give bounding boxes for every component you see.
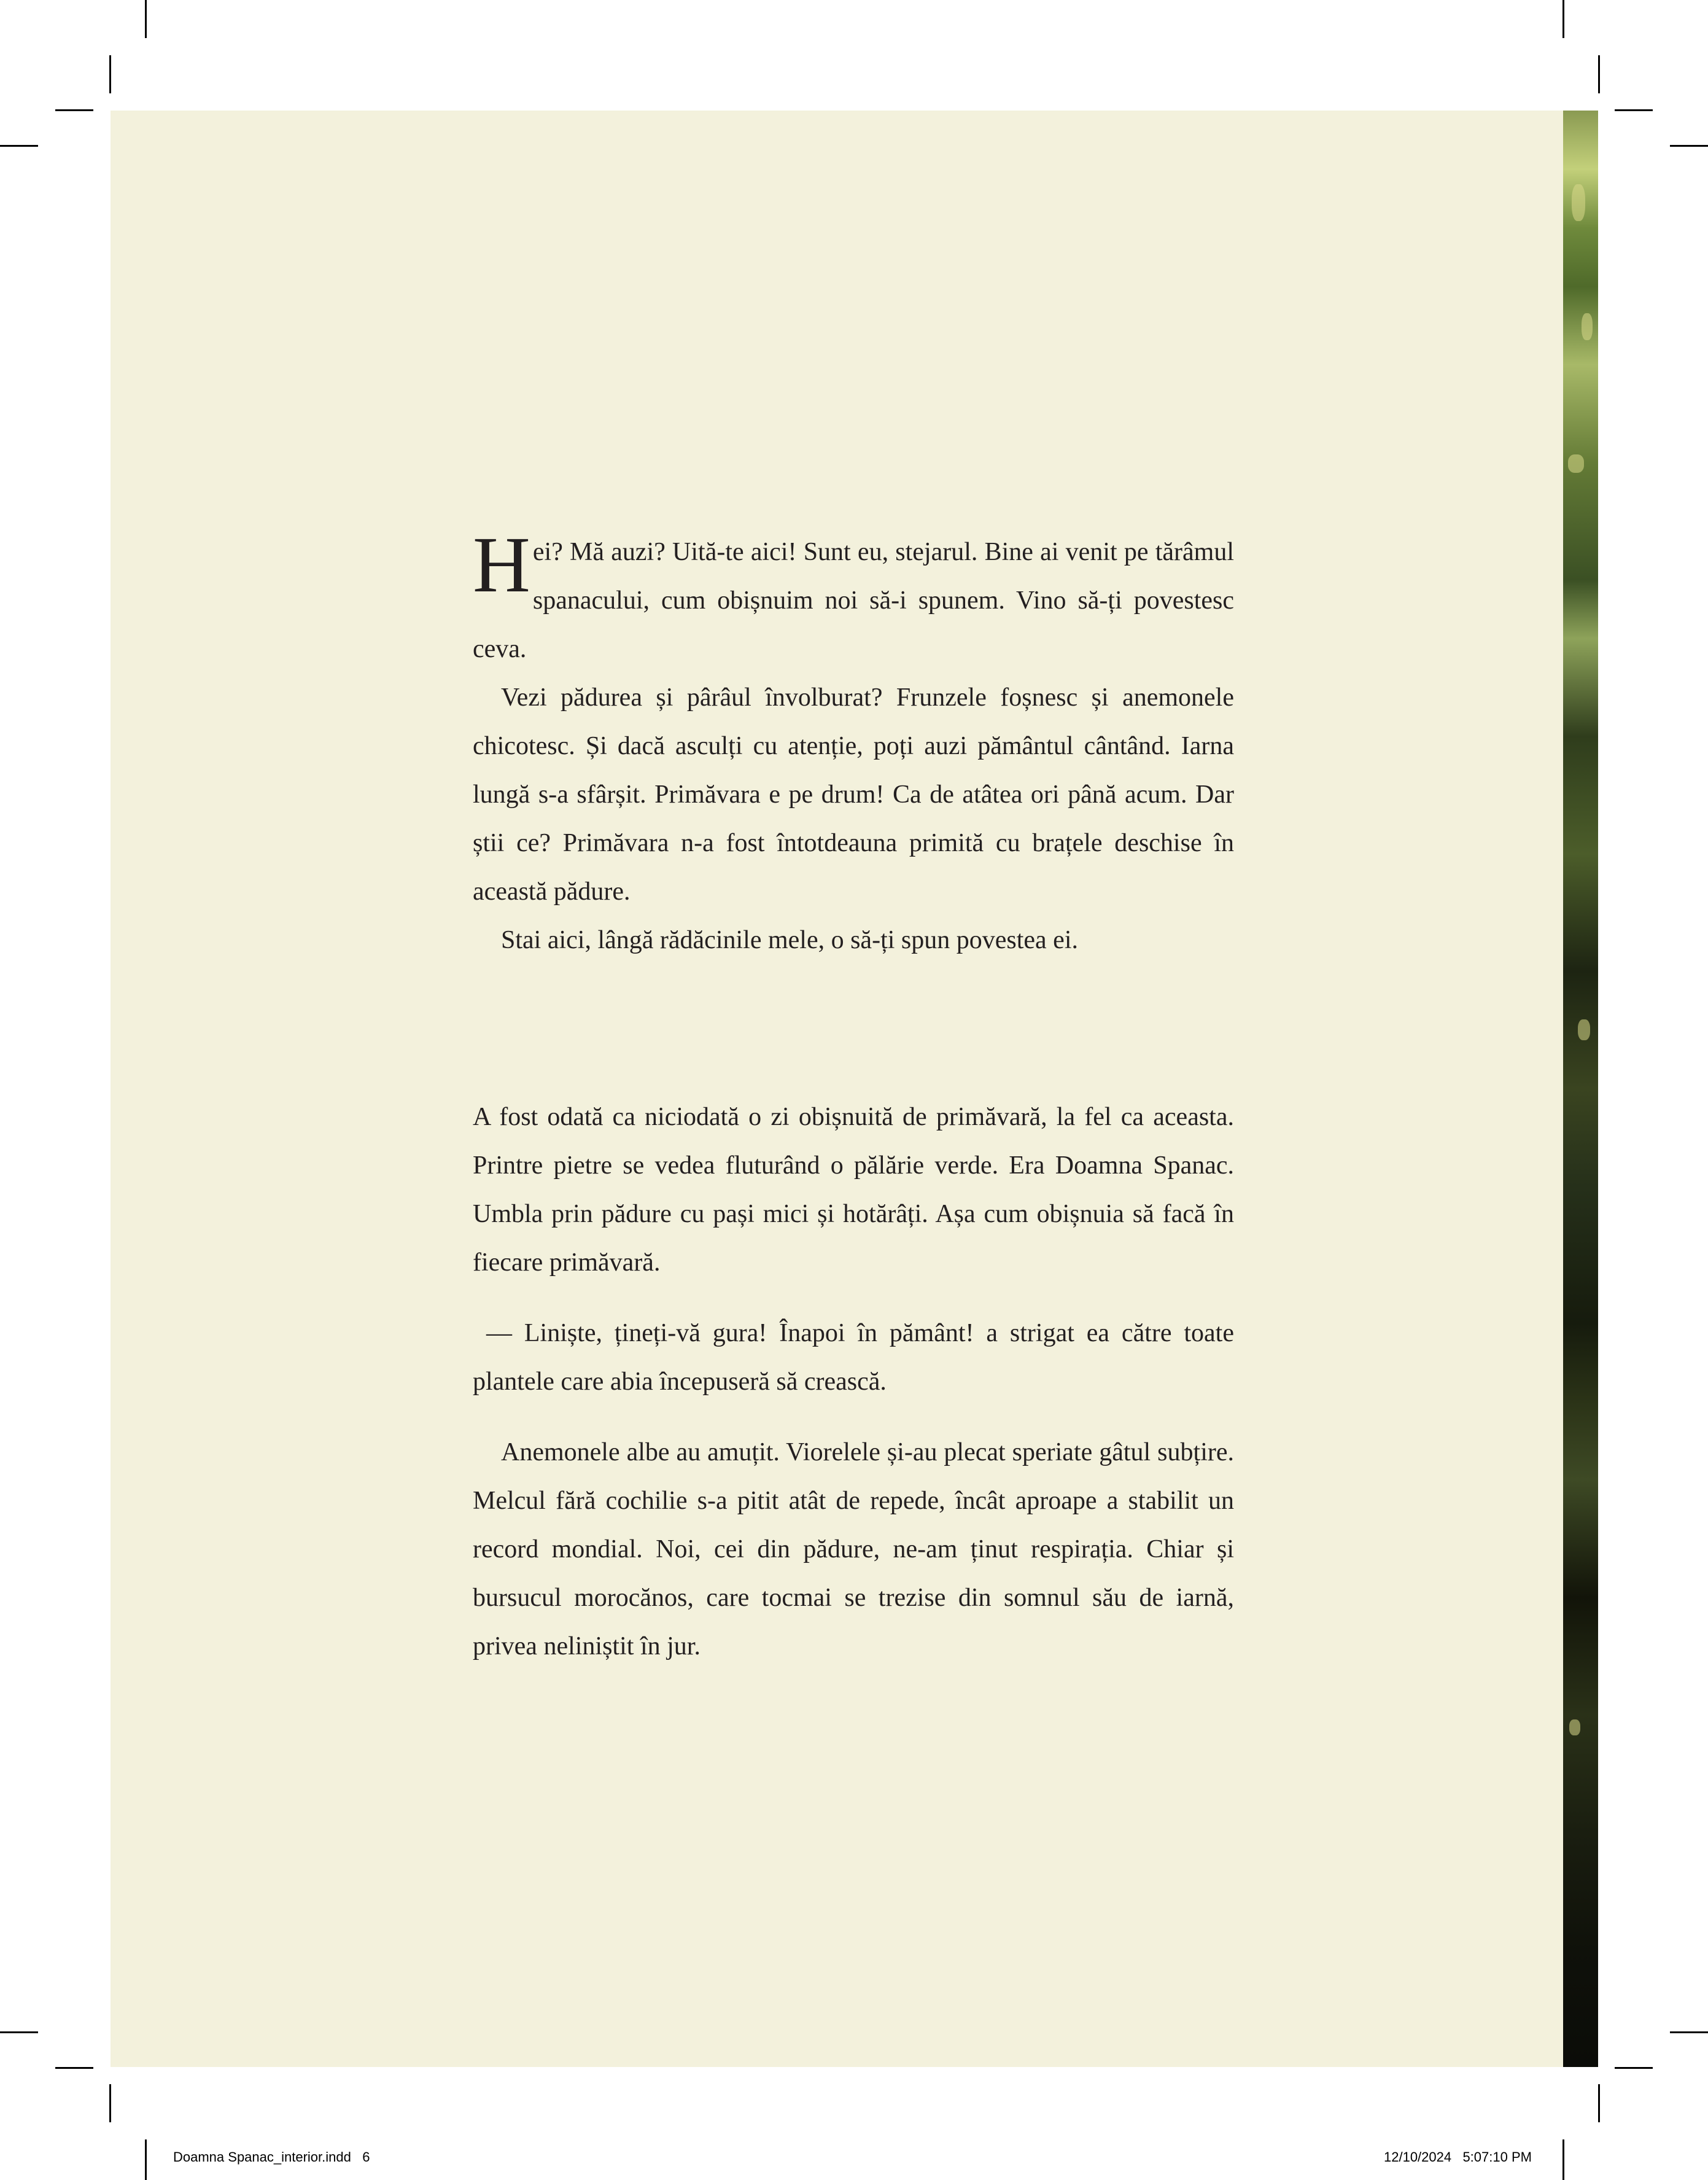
crop-mark-bottom-right-inner [1598, 2084, 1600, 2122]
foliage-highlight [1572, 184, 1585, 221]
crop-mark-left-top-outer [0, 145, 38, 147]
slug-file-name: Doamna Spanac_interior.indd 6 [173, 2149, 370, 2165]
intro-paragraph-2: Vezi pădurea și pârâul învolburat? Frunzele foșnesc și anemonele chicotesc. Și dacă asculți cu atenție, poți auzi pământul cântând. Iarna lungă s-a sfârșit. Primăvara e pe drum! Ca de atâtea ori până acum. Dar știi ce? Primăvara n-a fost întotdeauna primită cu brațele deschise în această pădure. [473, 683, 1234, 906]
intro-paragraph-1 [473, 521, 1234, 674]
story-text-block [473, 1093, 1234, 1671]
crop-mark-right-top-outer [1670, 145, 1708, 147]
story-paragraph-3: Anemonele albe au amuțit. Viorelele și-au plecat speriate gâtul subțire. Melcul fără cochilie s-a pitit atât de repede, încât aproape a stabilit un record mondial. Noi, cei din pădure, ne-am ținut respirația. Chiar și bursucul morocănos, care tocmai se trezise din somnul său de iarnă, privea neliniștit în jur. [473, 1438, 1234, 1660]
crop-mark-right-bottom-outer [1670, 2031, 1708, 2033]
story-paragraph-1: A fost odată ca niciodată o zi obișnuită de primăvară, la fel ca aceasta. Printre pietre se vedea fluturând o pălărie verde. Era Doamna Spanac. Umbla prin pădure cu pași mici și hotărâți. Așa cum obișnuia să facă în fiecare primăvară. [473, 1103, 1234, 1277]
crop-mark-left-bottom-outer [0, 2031, 38, 2033]
crop-mark-left-top [55, 109, 93, 111]
crop-mark-bottom-left-inner [109, 2084, 111, 2122]
intro-paragraph-1-text: ei? Mă auzi? Uită-te aici! Sunt eu, stejarul. Bine ai venit pe tărâmul spanacului, cum obișnuim noi să-i spunem. Vino să-ți povestesc ceva. [473, 538, 1234, 663]
foliage-highlight [1578, 1019, 1590, 1040]
crop-mark-top-left-inner [109, 55, 111, 93]
crop-mark-right-top [1615, 109, 1653, 111]
foliage-highlight [1569, 1719, 1580, 1735]
intro-text-block [473, 521, 1234, 965]
crop-mark-top-right-inner [1598, 55, 1600, 93]
foliage-highlight [1568, 454, 1584, 473]
crop-mark-left-bottom [55, 2067, 93, 2069]
foliage-highlight [1582, 313, 1593, 340]
slug-date-time: 12/10/2024 5:07:10 PM [1384, 2149, 1532, 2165]
crop-mark-bottom-left [145, 2139, 147, 2180]
crop-mark-bottom-right [1562, 2139, 1564, 2180]
crop-mark-top-left [145, 0, 147, 38]
crop-mark-top-right [1562, 0, 1564, 38]
illustration-bleed-strip [1563, 111, 1598, 2067]
page-background [111, 111, 1563, 2067]
drop-cap: H [473, 521, 530, 609]
story-dialogue-paragraph: — Liniște, țineți-vă gura! Înapoi în pământ! a strigat ea către toate plantele care abia începuseră să crească. [473, 1319, 1234, 1396]
intro-paragraph-3: Stai aici, lângă rădăcinile mele, o să-ți spun povestea ei. [501, 926, 1078, 954]
crop-mark-right-bottom [1615, 2067, 1653, 2069]
